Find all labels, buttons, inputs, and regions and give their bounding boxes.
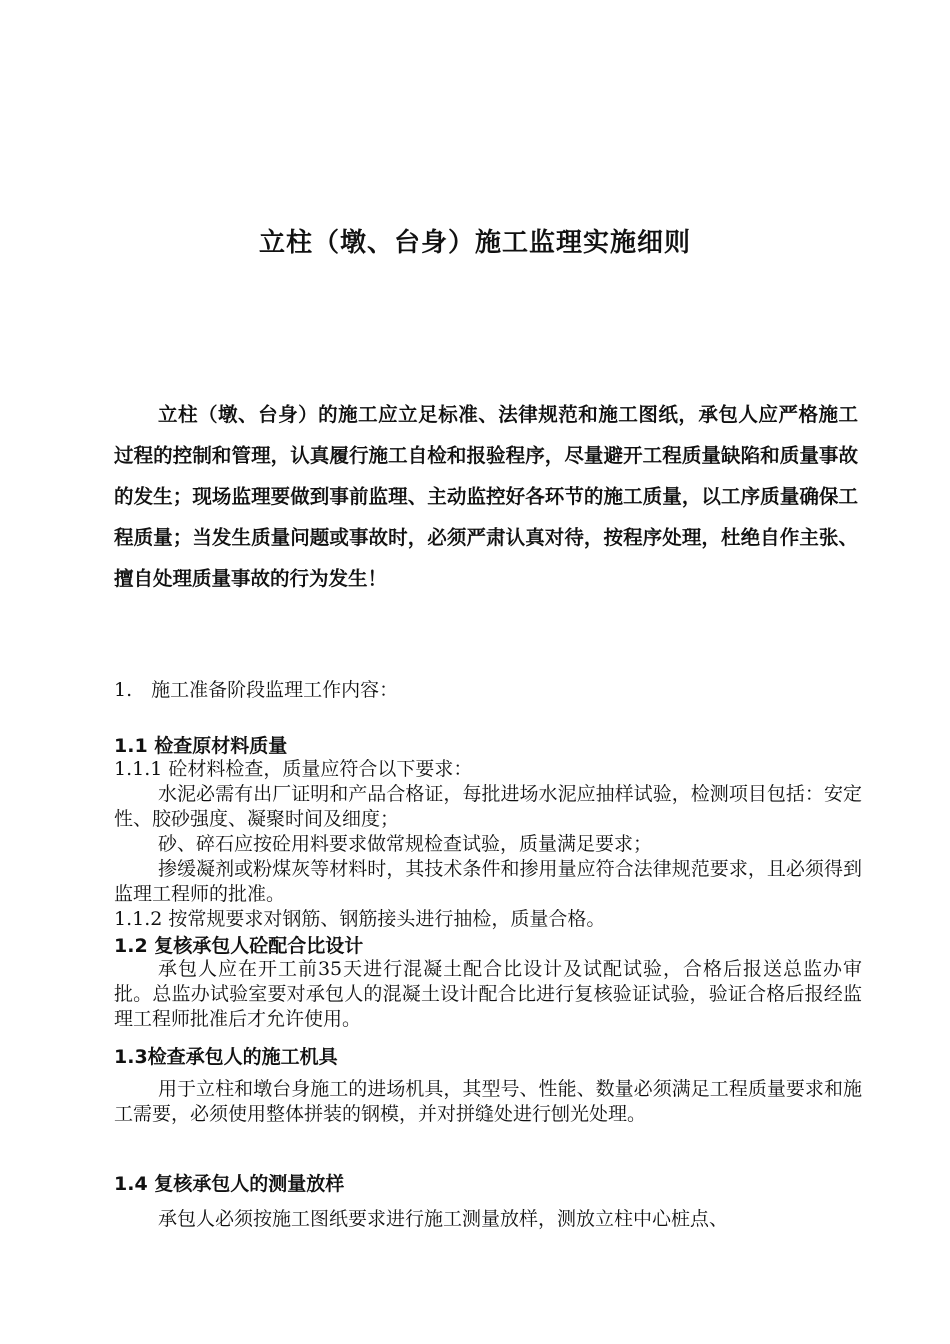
intro-paragraph: 立柱（墩、台身）的施工应立足标准、法律规范和施工图纸，承包人应严格施工过程的控制和管理，认真履行施工自检和报验程序，尽量避开工程质量缺陷和质量事故的发生；现场监理要做到事前监理、主动监控好各环节的施工质量，以工序质量确保工程质量；当发生质量问题或事故时，必须严肃认真对待，按程序处理，杜绝自作主张、擅自处理质量事故的行为发生！	[114, 403, 858, 590]
equipment-paragraph: 用于立柱和墩台身施工的进场机具，其型号、性能、数量必须满足工程质量要求和施工需要，必须使用整体拼装的钢模，并对拼缝处进行刨光处理。	[114, 1078, 862, 1125]
item-1-1-1: 1.1.1 砼材料检查，质量应符合以下要求：	[114, 758, 473, 780]
section-1-1-body	[114, 757, 862, 932]
survey-paragraph: 承包人必须按施工图纸要求进行施工测量放样，测放立柱中心桩点、	[158, 1208, 729, 1230]
admixture-requirement: 掺缓凝剂或粉煤灰等材料时，其技术条件和掺用量应符合法律规范要求，且必须得到监理工程师的批准。	[114, 858, 862, 905]
mix-design-paragraph: 承包人应在开工前35天进行混凝土配合比设计及试配试验，合格后报送总监办审批。总监办试验室要对承包人的混凝土设计配合比进行复核验证试验，验证合格后报经监理工程师批准后才允许使用。	[114, 958, 862, 1030]
section-1-4-body	[114, 1207, 862, 1232]
section-1-2-body	[114, 957, 862, 1032]
aggregate-requirement: 砂、碎石应按砼用料要求做常规检查试验，质量满足要求；	[158, 833, 653, 855]
item-1-1-2: 1.1.2 按常规要求对钢筋、钢筋接头进行抽检，质量合格。	[114, 908, 606, 930]
section-1-2-heading: 1.2 复核承包人砼配合比设计	[114, 935, 364, 957]
cement-requirement: 水泥必需有出厂证明和产品合格证，每批进场水泥应抽样试验，检测项目包括：安定性、胶砂强度、凝聚时间及细度；	[114, 783, 862, 830]
section-1-heading: 1. 施工准备阶段监理工作内容：	[114, 679, 399, 701]
section-1-4-heading: 1.4 复核承包人的测量放样	[114, 1173, 345, 1195]
section-1-3-body	[114, 1077, 862, 1127]
document-title: 立柱（墩、台身）施工监理实施细则	[258, 228, 691, 258]
section-1-3-heading: 1.3检查承包人的施工机具	[114, 1046, 338, 1068]
section-1-1-heading: 1.1 检查原材料质量	[114, 735, 288, 757]
